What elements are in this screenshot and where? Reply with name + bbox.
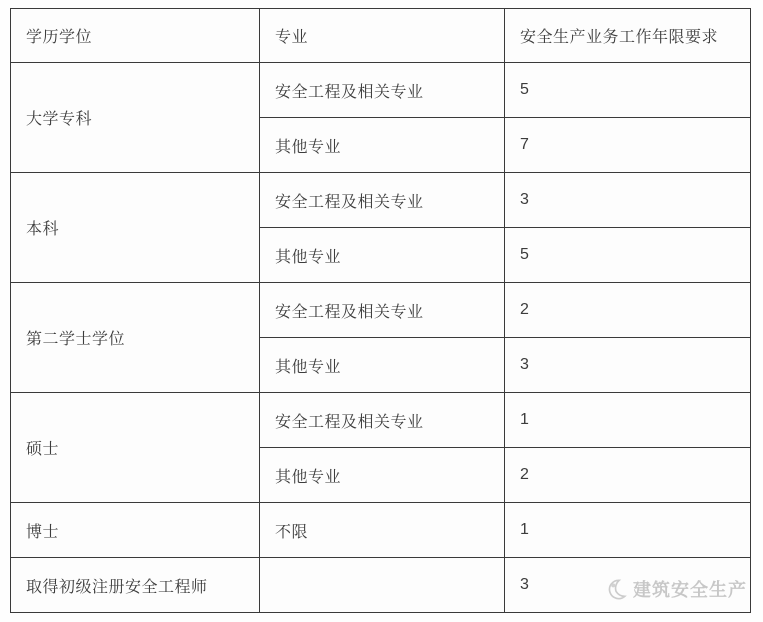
cell-major: 安全工程及相关专业 — [260, 173, 505, 228]
cell-degree: 大学专科 — [11, 63, 260, 173]
cell-years: 3 — [505, 558, 751, 613]
cell-degree: 博士 — [11, 503, 260, 558]
cell-major: 其他专业 — [260, 338, 505, 393]
cell-years: 5 — [505, 228, 751, 283]
column-header-years: 安全生产业务工作年限要求 — [505, 9, 751, 63]
cell-degree: 硕士 — [11, 393, 260, 503]
table-row — [11, 503, 751, 558]
cell-degree: 第二学士学位 — [11, 283, 260, 393]
column-header-major: 专业 — [260, 9, 505, 63]
table-row — [11, 283, 751, 338]
cell-major: 其他专业 — [260, 228, 505, 283]
qualification-requirements-table — [10, 8, 751, 613]
cell-major: 其他专业 — [260, 118, 505, 173]
cell-major: 安全工程及相关专业 — [260, 283, 505, 338]
cell-years: 1 — [505, 393, 751, 448]
cell-major: 不限 — [260, 503, 505, 558]
watermark-text: 建筑安全生产 — [633, 580, 747, 600]
table-row — [11, 558, 751, 613]
cell-years: 1 — [505, 503, 751, 558]
cell-years: 2 — [505, 283, 751, 338]
cell-major — [260, 558, 505, 613]
table-row — [11, 63, 751, 118]
cell-years: 3 — [505, 173, 751, 228]
cell-degree: 本科 — [11, 173, 260, 283]
cell-degree: 取得初级注册安全工程师 — [11, 558, 260, 613]
cell-years: 5 — [505, 63, 751, 118]
cell-years: 2 — [505, 448, 751, 503]
table-header-row — [11, 9, 751, 63]
cell-years: 7 — [505, 118, 751, 173]
table-row — [11, 393, 751, 448]
cell-major: 安全工程及相关专业 — [260, 63, 505, 118]
table-row — [11, 173, 751, 228]
cell-years: 3 — [505, 338, 751, 393]
cell-major: 安全工程及相关专业 — [260, 393, 505, 448]
column-header-degree: 学历学位 — [11, 9, 260, 63]
cell-major: 其他专业 — [260, 448, 505, 503]
